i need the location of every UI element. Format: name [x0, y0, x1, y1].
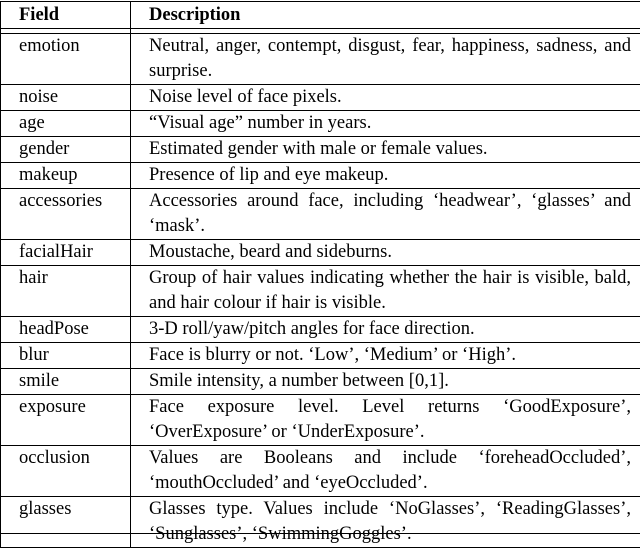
table-row: [1, 317, 640, 343]
field-description-cell: Accessories around face, including ‘headwear’, ‘glasses’ and ‘mask’.: [131, 189, 640, 240]
field-description-cell: Presence of lip and eye makeup.: [131, 163, 640, 189]
field-name-cell: occlusion: [1, 446, 131, 497]
table-row: [1, 85, 640, 111]
field-name-cell: gender: [1, 137, 131, 163]
table-row: [1, 189, 640, 240]
field-name-cell: exposure: [1, 395, 131, 446]
table-row: [1, 446, 640, 497]
field-description-cell: Glasses type. Values include ‘NoGlasses’, ‘ReadingGlasses’, ‘Sunglasses’, ‘SwimmingGoggles’.: [131, 497, 640, 548]
table-row: [1, 266, 640, 317]
field-name-cell: accessories: [1, 189, 131, 240]
field-description-table: [0, 1, 640, 548]
field-name-cell: blur: [1, 343, 131, 369]
field-name-cell: facialHair: [1, 240, 131, 266]
table-row: [1, 369, 640, 395]
field-description-cell: Estimated gender with male or female values.: [131, 137, 640, 163]
field-description-cell: “Visual age” number in years.: [131, 111, 640, 137]
table-row: [1, 111, 640, 137]
field-description-cell: Values are Booleans and include ‘foreheadOccluded’, ‘mouthOccluded’ and ‘eyeOccluded’.: [131, 446, 640, 497]
field-name-cell: hair: [1, 266, 131, 317]
table-row: [1, 34, 640, 85]
field-name-cell: age: [1, 111, 131, 137]
table-header: [1, 2, 640, 34]
table-row: [1, 240, 640, 266]
field-name-cell: smile: [1, 369, 131, 395]
field-description-cell: Face is blurry or not. ‘Low’, ‘Medium’ or ‘High’.: [131, 343, 640, 369]
table-body: [1, 34, 640, 548]
field-name-cell: headPose: [1, 317, 131, 343]
field-description-cell: Group of hair values indicating whether the hair is visible, bald, and hair colour if hair is visible.: [131, 266, 640, 317]
field-description-cell: Neutral, anger, contempt, disgust, fear, happiness, sadness, and surprise.: [131, 34, 640, 85]
table-row: [1, 395, 640, 446]
table-row: [1, 163, 640, 189]
field-description-cell: Smile intensity, a number between [0,1].: [131, 369, 640, 395]
field-description-cell: 3-D roll/yaw/pitch angles for face direction.: [131, 317, 640, 343]
field-description-cell: Face exposure level. Level returns ‘GoodExposure’, ‘OverExposure’ or ‘UnderExposure’.: [131, 395, 640, 446]
header-field: Field: [1, 2, 131, 29]
header-description: Description: [131, 2, 640, 29]
field-name-cell: noise: [1, 85, 131, 111]
field-description-cell: Noise level of face pixels.: [131, 85, 640, 111]
bottom-rule: [0, 533, 640, 534]
field-name-cell: glasses: [1, 497, 131, 548]
field-description-cell: Moustache, beard and sideburns.: [131, 240, 640, 266]
table-row: [1, 137, 640, 163]
field-name-cell: makeup: [1, 163, 131, 189]
table-row: [1, 497, 640, 548]
table-row: [1, 343, 640, 369]
field-name-cell: emotion: [1, 34, 131, 85]
